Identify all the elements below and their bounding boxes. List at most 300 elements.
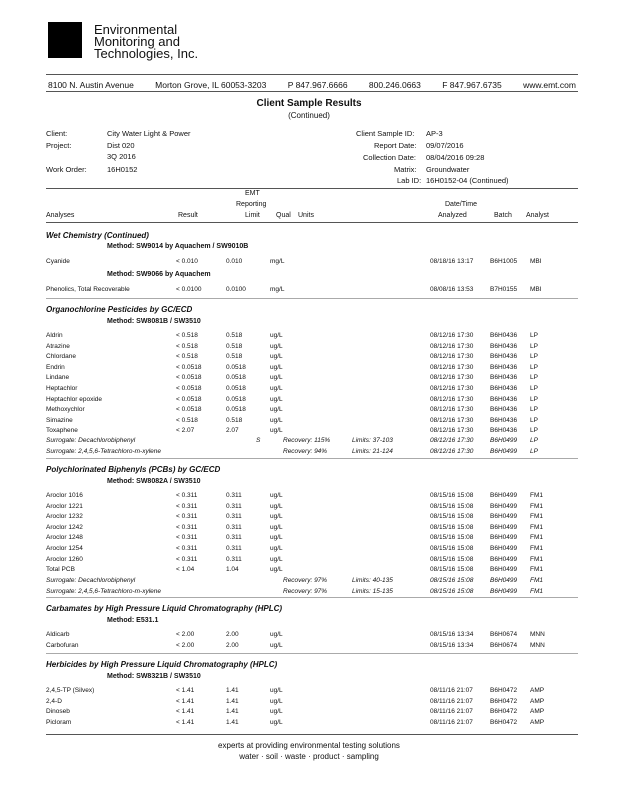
cell-batch: B6H0499 bbox=[490, 587, 518, 595]
cell-analyst: AMP bbox=[530, 718, 545, 726]
cell-limit: 1.41 bbox=[226, 708, 239, 716]
cell-analyte: Endrin bbox=[46, 363, 65, 371]
cell-analyst: FM1 bbox=[530, 587, 543, 595]
cell-date: 08/15/16 13:34 bbox=[430, 631, 474, 638]
cell-qual: S bbox=[256, 437, 261, 444]
cell-limit: 0.311 bbox=[226, 545, 242, 552]
cell-batch: B6H0436 bbox=[490, 427, 518, 435]
cell-batch: B7H0155 bbox=[490, 286, 518, 293]
cell-analyte: Aroclor 1221 bbox=[46, 502, 83, 510]
cell-analyst: FM1 bbox=[530, 555, 543, 563]
cell-result: < 0.0518 bbox=[176, 395, 202, 403]
cell-limit: 0.0100 bbox=[226, 286, 246, 293]
cell-date: 08/15/16 15:08 bbox=[430, 587, 474, 595]
sample-id-value: AP-3 bbox=[426, 129, 443, 138]
cell-analyte: Aroclor 1232 bbox=[46, 513, 83, 521]
cell-batch: B6H0472 bbox=[490, 708, 518, 716]
page-title: Client Sample Results bbox=[256, 98, 362, 109]
cell-batch: B6H0499 bbox=[490, 555, 518, 563]
cell-units: ug/L bbox=[270, 631, 283, 638]
cell-units: ug/L bbox=[270, 395, 283, 403]
cell-date: 08/12/16 17:30 bbox=[430, 385, 474, 392]
table-row bbox=[0, 698, 618, 708]
section-divider bbox=[46, 458, 578, 459]
collection-date-value: 08/04/2016 09:28 bbox=[426, 153, 485, 162]
footer-divider bbox=[46, 734, 578, 735]
lab-id-value: 16H0152-04 (Continued) bbox=[426, 176, 509, 185]
cell-batch: B6H0499 bbox=[490, 534, 518, 542]
cell-batch: B6H0436 bbox=[490, 416, 518, 424]
method-label: Method: SW8082A / SW3510 bbox=[107, 478, 201, 485]
company-name-line: Monitoring and bbox=[94, 34, 180, 49]
cell-analyst: LP bbox=[530, 374, 538, 382]
cell-analyst: LP bbox=[530, 406, 538, 414]
cell-units: ug/L bbox=[270, 353, 283, 361]
table-row bbox=[0, 534, 618, 544]
cell-analyte: Chlordane bbox=[46, 353, 76, 361]
cell-analyst: FM1 bbox=[530, 577, 543, 584]
cell-analyte: Aroclor 1016 bbox=[46, 492, 83, 499]
section-herbicides: Herbicides by High Pressure Liquid Chromatography (HPLC) bbox=[46, 660, 278, 669]
table-row bbox=[0, 545, 618, 555]
section-carbamates: Carbamates by High Pressure Liquid Chromatography (HPLC) bbox=[46, 604, 283, 613]
cell-batch: B6H0499 bbox=[490, 545, 518, 552]
col-datetime: Date/Time bbox=[445, 201, 478, 208]
cell-analyte: Lindane bbox=[46, 374, 70, 382]
cell-limit: 0.311 bbox=[226, 513, 242, 521]
cell-batch: B6H0499 bbox=[490, 566, 518, 574]
cell-analyte: 2,4,5-TP (Silvex) bbox=[46, 687, 95, 694]
table-row bbox=[0, 708, 618, 718]
cell-date: 08/12/16 17:30 bbox=[430, 342, 474, 350]
company-logo bbox=[48, 22, 82, 58]
cell-units: ug/L bbox=[270, 708, 283, 716]
cell-analyte: Heptachlor epoxide bbox=[46, 395, 103, 403]
cell-batch: B6H0499 bbox=[490, 513, 518, 521]
cell-result: < 0.311 bbox=[176, 534, 198, 542]
table-row bbox=[0, 719, 618, 729]
section-divider bbox=[46, 298, 578, 299]
cell-batch: B6H0499 bbox=[490, 502, 518, 510]
cell-units: ug/L bbox=[270, 718, 283, 726]
cell-limit: 0.010 bbox=[226, 258, 243, 265]
table-row bbox=[0, 556, 618, 566]
cell-units: ug/L bbox=[270, 363, 283, 371]
cell-analyte: 2,4-D bbox=[46, 697, 62, 705]
cell-limit: 0.0518 bbox=[226, 395, 246, 403]
cell-result: < 0.010 bbox=[176, 258, 198, 265]
section-divider bbox=[46, 653, 578, 654]
surrogate-row bbox=[0, 577, 618, 587]
cell-limit: 0.0518 bbox=[226, 385, 246, 392]
cell-date: 08/15/16 15:08 bbox=[430, 513, 474, 521]
cell-limits: Limits: 15-135 bbox=[352, 587, 393, 595]
cell-result: < 0.311 bbox=[176, 492, 198, 499]
cell-analyte: Methoxychlor bbox=[46, 406, 85, 414]
cell-units: ug/L bbox=[270, 492, 283, 499]
cell-date: 08/11/16 21:07 bbox=[430, 687, 473, 694]
cell-analyst: MBI bbox=[530, 258, 542, 265]
cell-analyte: Cyanide bbox=[46, 258, 70, 265]
cell-batch: B6H0436 bbox=[490, 374, 518, 382]
footer-tagline: experts at providing environmental testing solutions bbox=[218, 741, 400, 750]
cell-analyte: Surrogate: 2,4,5,6-Tetrachloro-m-xylene bbox=[46, 587, 162, 595]
project-value: Dist 020 bbox=[107, 141, 135, 150]
cell-analyst: AMP bbox=[530, 708, 545, 716]
table-row bbox=[0, 524, 618, 534]
client-value: City Water Light & Power bbox=[107, 129, 191, 138]
cell-date: 08/11/16 21:07 bbox=[430, 697, 473, 705]
cell-batch: B6H0436 bbox=[490, 395, 518, 403]
section-divider bbox=[46, 597, 578, 598]
cell-units: ug/L bbox=[270, 545, 283, 552]
project-quarter: 3Q 2016 bbox=[107, 152, 136, 161]
matrix-label: Matrix: bbox=[394, 165, 417, 174]
table-row bbox=[0, 406, 618, 416]
cell-limits: Limits: 37-103 bbox=[352, 437, 393, 444]
cell-result: < 0.0518 bbox=[176, 374, 202, 382]
report-date-label: Report Date: bbox=[374, 141, 417, 150]
method-label: Method: SW8321B / SW3510 bbox=[107, 673, 201, 680]
cell-result: < 2.00 bbox=[176, 641, 195, 649]
cell-limit: 0.518 bbox=[226, 332, 243, 339]
col-reporting: Reporting bbox=[236, 201, 267, 208]
cell-batch: B6H0499 bbox=[490, 437, 518, 444]
method-label: Method: E531.1 bbox=[107, 617, 159, 624]
cell-analyst: LP bbox=[530, 353, 538, 361]
cell-analyst: LP bbox=[530, 363, 538, 371]
cell-analyst: FM1 bbox=[530, 534, 543, 542]
cell-batch: B6H0499 bbox=[490, 523, 518, 531]
cell-date: 08/12/16 17:30 bbox=[430, 395, 474, 403]
table-row bbox=[0, 503, 618, 513]
phone-number: P 847.967.6666 bbox=[287, 80, 348, 90]
cell-analyte: Picloram bbox=[46, 718, 72, 726]
cell-units: ug/L bbox=[270, 641, 283, 649]
cell-units: ug/L bbox=[270, 374, 283, 382]
cell-units: ug/L bbox=[270, 385, 283, 392]
cell-batch: B6H0472 bbox=[490, 718, 518, 726]
cell-batch: B6H0674 bbox=[490, 641, 518, 649]
cell-units: ug/L bbox=[270, 687, 283, 694]
cell-limits: Limits: 21-124 bbox=[352, 447, 393, 455]
cell-analyst: LP bbox=[530, 385, 538, 392]
col-analyst: Analyst bbox=[526, 212, 549, 219]
table-row bbox=[0, 631, 618, 641]
cell-date: 08/11/16 21:07 bbox=[430, 718, 473, 726]
cell-analyst: MBI bbox=[530, 286, 542, 293]
cell-recovery: Recovery: 94% bbox=[283, 447, 328, 455]
company-name-line: Environmental bbox=[94, 22, 178, 37]
cell-limit: 2.00 bbox=[226, 641, 239, 649]
cell-units: mg/L bbox=[270, 286, 285, 293]
address-line bbox=[48, 80, 576, 90]
table-row bbox=[0, 364, 618, 374]
cell-result: < 0.311 bbox=[176, 502, 198, 510]
footer-services: water · soil · waste · product · sampling bbox=[239, 752, 379, 761]
table-row bbox=[0, 396, 618, 406]
cell-units: ug/L bbox=[270, 697, 283, 705]
cell-date: 08/12/16 17:30 bbox=[430, 437, 474, 444]
cell-result: < 0.311 bbox=[176, 523, 198, 531]
cell-limit: 1.41 bbox=[226, 687, 239, 694]
cell-analyst: MNN bbox=[530, 631, 545, 638]
table-row bbox=[0, 343, 618, 353]
project-label: Project: bbox=[46, 141, 72, 150]
client-label: Client: bbox=[46, 129, 68, 138]
cell-analyte: Phenolics, Total Recoverable bbox=[46, 286, 130, 293]
cell-result: < 0.0518 bbox=[176, 406, 202, 414]
table-row bbox=[0, 374, 618, 384]
col-result: Result bbox=[178, 212, 198, 219]
cell-analyst: FM1 bbox=[530, 492, 543, 499]
method-label: Method: SW9066 by Aquachem bbox=[107, 271, 211, 278]
cell-analyst: LP bbox=[530, 427, 538, 435]
cell-limit: 0.311 bbox=[226, 502, 242, 510]
cell-date: 08/15/16 15:08 bbox=[430, 566, 474, 574]
col-analyzed: Analyzed bbox=[438, 212, 467, 219]
cell-limit: 0.518 bbox=[226, 342, 243, 350]
cell-result: < 2.00 bbox=[176, 631, 195, 638]
work-order-value: 16H0152 bbox=[107, 165, 138, 174]
table-row bbox=[0, 642, 618, 652]
cell-batch: B6H0499 bbox=[490, 447, 518, 455]
cell-units: ug/L bbox=[270, 534, 283, 542]
section-organochlorine: Organochlorine Pesticides by GC/ECD bbox=[46, 305, 193, 314]
cell-limit: 0.0518 bbox=[226, 406, 246, 414]
cell-batch: B6H0436 bbox=[490, 342, 518, 350]
cell-batch: B6H0472 bbox=[490, 697, 518, 705]
table-row bbox=[0, 332, 618, 342]
cell-analyst: LP bbox=[530, 332, 538, 339]
surrogate-row bbox=[0, 448, 618, 458]
cell-batch: B6H0436 bbox=[490, 406, 518, 414]
cell-limit: 1.04 bbox=[226, 566, 239, 574]
cell-result: < 1.41 bbox=[176, 708, 195, 716]
cell-limit: 0.311 bbox=[226, 523, 242, 531]
cell-result: < 1.41 bbox=[176, 718, 195, 726]
cell-result: < 0.0518 bbox=[176, 363, 202, 371]
cell-result: < 2.07 bbox=[176, 427, 195, 435]
cell-analyte: Atrazine bbox=[46, 342, 70, 350]
cell-limit: 0.311 bbox=[226, 492, 242, 499]
table-row bbox=[0, 687, 618, 697]
cell-date: 08/12/16 17:30 bbox=[430, 427, 474, 435]
cell-result: < 0.518 bbox=[176, 342, 198, 350]
cell-recovery: Recovery: 97% bbox=[283, 577, 328, 584]
cell-analyte: Heptachlor bbox=[46, 385, 78, 392]
header-divider bbox=[46, 74, 578, 75]
cell-analyst: LP bbox=[530, 416, 538, 424]
cell-result: < 1.04 bbox=[176, 566, 195, 574]
table-row bbox=[0, 258, 618, 268]
report-date-value: 09/07/2016 bbox=[426, 141, 464, 150]
cell-analyte: Aroclor 1260 bbox=[46, 555, 83, 563]
cell-date: 08/15/16 15:08 bbox=[430, 492, 474, 499]
cell-batch: B6H0436 bbox=[490, 385, 518, 392]
cell-date: 08/15/16 15:08 bbox=[430, 523, 474, 531]
cell-analyte: Total PCB bbox=[46, 566, 75, 574]
cell-date: 08/12/16 17:30 bbox=[430, 353, 474, 361]
cell-analyte: Aldrin bbox=[46, 332, 63, 339]
cell-result: < 0.518 bbox=[176, 353, 198, 361]
cell-analyte: Surrogate: Decachlorobiphenyl bbox=[46, 437, 136, 444]
cell-units: ug/L bbox=[270, 342, 283, 350]
company-name-line: Technologies, Inc. bbox=[94, 46, 199, 61]
table-row bbox=[0, 286, 618, 296]
cell-analyte: Surrogate: Decachlorobiphenyl bbox=[46, 577, 136, 584]
col-analyses: Analyses bbox=[46, 212, 75, 219]
cell-date: 08/18/16 13:17 bbox=[430, 258, 474, 265]
method-label: Method: SW9014 by Aquachem / SW9010B bbox=[107, 243, 249, 250]
cell-result: < 0.311 bbox=[176, 555, 198, 563]
collection-date-label: Collection Date: bbox=[363, 153, 416, 162]
cell-result: < 0.518 bbox=[176, 416, 198, 424]
cell-units: ug/L bbox=[270, 513, 283, 521]
cell-limit: 1.41 bbox=[226, 697, 239, 705]
cell-analyte: Toxaphene bbox=[46, 427, 78, 435]
cell-recovery: Recovery: 97% bbox=[283, 587, 328, 595]
cell-analyte: Carbofuran bbox=[46, 641, 79, 649]
table-row bbox=[0, 492, 618, 502]
cell-analyte: Simazine bbox=[46, 416, 73, 424]
col-qual: Qual bbox=[276, 212, 291, 219]
section-pcb: Polychlorinated Biphenyls (PCBs) by GC/ECD bbox=[46, 465, 221, 474]
cell-date: 08/15/16 15:08 bbox=[430, 545, 474, 552]
sample-id-label: Client Sample ID: bbox=[356, 129, 415, 138]
method-label: Method: SW8081B / SW3510 bbox=[107, 318, 201, 325]
section-wet-chemistry: Wet Chemistry (Continued) bbox=[46, 231, 149, 240]
col-batch: Batch bbox=[494, 212, 512, 219]
surrogate-row bbox=[0, 588, 618, 598]
cell-analyst: FM1 bbox=[530, 502, 543, 510]
cell-analyst: FM1 bbox=[530, 523, 543, 531]
cell-units: ug/L bbox=[270, 502, 283, 510]
cell-units: ug/L bbox=[270, 555, 283, 563]
cell-analyst: FM1 bbox=[530, 566, 543, 574]
cell-date: 08/15/16 15:08 bbox=[430, 555, 474, 563]
col-emt: EMT bbox=[245, 190, 260, 197]
toll-free-number: 800.246.0663 bbox=[368, 80, 421, 90]
cell-date: 08/15/16 15:08 bbox=[430, 534, 474, 542]
lab-id-label: Lab ID: bbox=[397, 176, 422, 185]
cell-limit: 0.518 bbox=[226, 416, 243, 424]
cell-limit: 0.311 bbox=[226, 534, 242, 542]
cell-batch: B6H0436 bbox=[490, 363, 518, 371]
cell-date: 08/15/16 15:08 bbox=[430, 502, 474, 510]
cell-analyst: AMP bbox=[530, 697, 545, 705]
cell-analyte: Dinoseb bbox=[46, 708, 70, 716]
address-divider bbox=[46, 91, 578, 92]
cell-date: 08/12/16 17:30 bbox=[430, 363, 474, 371]
cell-analyst: FM1 bbox=[530, 513, 543, 521]
cell-limit: 0.0518 bbox=[226, 374, 246, 382]
cell-date: 08/12/16 17:30 bbox=[430, 447, 474, 455]
cell-date: 08/15/16 13:34 bbox=[430, 641, 474, 649]
cell-batch: B6H0472 bbox=[490, 687, 518, 694]
cell-units: ug/L bbox=[270, 566, 283, 574]
cell-analyst: LP bbox=[530, 342, 538, 350]
cell-batch: B6H0436 bbox=[490, 353, 518, 361]
cell-result: < 0.0518 bbox=[176, 385, 202, 392]
cell-analyst: LP bbox=[530, 437, 538, 444]
cell-date: 08/12/16 17:30 bbox=[430, 416, 474, 424]
street-address: 8100 N. Austin Avenue bbox=[48, 80, 134, 90]
city-address: Morton Grove, IL 60053-3203 bbox=[155, 80, 267, 90]
cell-limit: 1.41 bbox=[226, 718, 239, 726]
cell-date: 08/11/16 21:07 bbox=[430, 708, 473, 716]
cell-batch: B6H0674 bbox=[490, 631, 518, 638]
table-row bbox=[0, 566, 618, 576]
cell-units: ug/L bbox=[270, 332, 283, 339]
cell-limit: 0.0518 bbox=[226, 363, 246, 371]
cell-analyte: Aroclor 1248 bbox=[46, 534, 83, 542]
cell-units: ug/L bbox=[270, 427, 283, 435]
website: www.emt.com bbox=[523, 80, 576, 90]
cell-analyte: Aroclor 1254 bbox=[46, 545, 83, 552]
table-top-divider bbox=[46, 188, 578, 189]
table-row bbox=[0, 513, 618, 523]
cell-date: 08/12/16 17:30 bbox=[430, 332, 474, 339]
cell-result: < 0.518 bbox=[176, 332, 198, 339]
cell-analyst: AMP bbox=[530, 687, 545, 694]
table-row bbox=[0, 417, 618, 427]
fax-number: F 847.967.6735 bbox=[442, 80, 502, 90]
cell-date: 08/12/16 17:30 bbox=[430, 406, 474, 414]
cell-recovery: Recovery: 115% bbox=[283, 437, 331, 444]
cell-analyst: LP bbox=[530, 447, 538, 455]
work-order-label: Work Order: bbox=[46, 165, 87, 174]
cell-analyte: Aroclor 1242 bbox=[46, 523, 83, 531]
cell-units: mg/L bbox=[270, 258, 285, 265]
company-name bbox=[94, 24, 198, 60]
col-limit: Limit bbox=[245, 212, 260, 219]
table-row bbox=[0, 427, 618, 437]
cell-date: 08/08/16 13:53 bbox=[430, 286, 474, 293]
table-header-divider bbox=[46, 222, 578, 223]
cell-units: ug/L bbox=[270, 416, 283, 424]
cell-result: < 1.41 bbox=[176, 697, 195, 705]
cell-result: < 0.311 bbox=[176, 545, 198, 552]
cell-limit: 2.07 bbox=[226, 427, 239, 435]
cell-date: 08/12/16 17:30 bbox=[430, 374, 474, 382]
cell-batch: B6H0499 bbox=[490, 577, 518, 584]
cell-result: < 0.0100 bbox=[176, 286, 202, 293]
surrogate-row bbox=[0, 437, 618, 447]
cell-batch: B6H0436 bbox=[490, 332, 518, 339]
table-row bbox=[0, 385, 618, 395]
cell-units: ug/L bbox=[270, 523, 283, 531]
cell-analyte: Surrogate: 2,4,5,6-Tetrachloro-m-xylene bbox=[46, 447, 162, 455]
page-subtitle: (Continued) bbox=[288, 111, 330, 120]
matrix-value: Groundwater bbox=[426, 165, 470, 174]
cell-limit: 0.518 bbox=[226, 353, 243, 361]
table-row bbox=[0, 353, 618, 363]
cell-date: 08/15/16 15:08 bbox=[430, 577, 474, 584]
cell-limits: Limits: 40-135 bbox=[352, 577, 393, 584]
cell-result: < 0.311 bbox=[176, 513, 198, 521]
cell-analyst: LP bbox=[530, 395, 538, 403]
cell-result: < 1.41 bbox=[176, 687, 195, 694]
col-units: Units bbox=[298, 212, 314, 219]
cell-analyst: MNN bbox=[530, 641, 545, 649]
cell-batch: B6H0499 bbox=[490, 492, 518, 499]
cell-limit: 2.00 bbox=[226, 631, 239, 638]
cell-batch: B6H1005 bbox=[490, 258, 518, 265]
cell-analyte: Aldicarb bbox=[46, 631, 70, 638]
cell-units: ug/L bbox=[270, 406, 283, 414]
cell-analyst: FM1 bbox=[530, 545, 543, 552]
